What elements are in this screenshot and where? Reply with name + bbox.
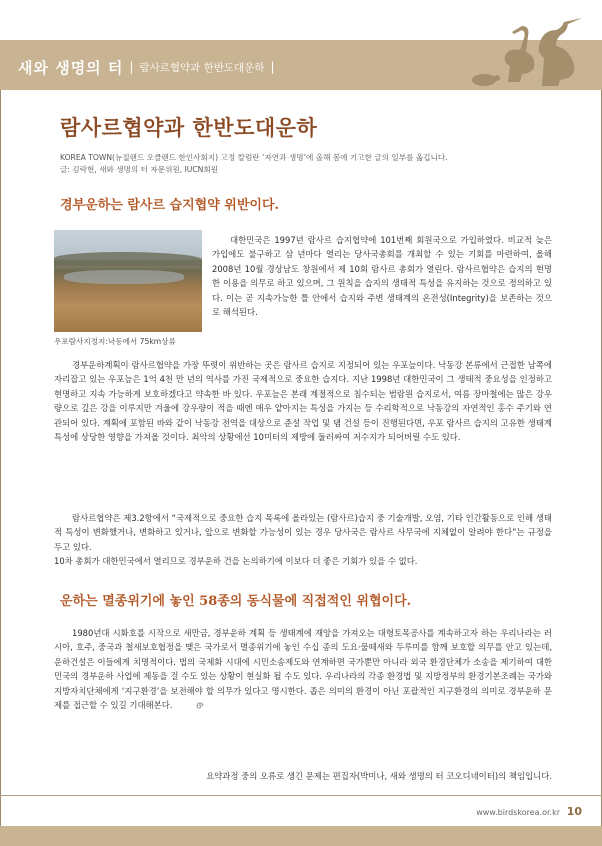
footer-band (0, 826, 602, 846)
paragraph-1: 경부운하계획이 람사르협약을 가장 뚜렷이 위반하는 곳은 람사르 습지로 지정되어 있는 우포늪이다. 낙동강 본류에서 근접한 남쪽에 자리잡고 있는 우포늪은 1억 4천 만 년의 역사를 가진 국제적으로 중요한 습지다. 지난 1998년 대한민국이 그 생태적 중요성을 인정하고 현명하고 지속 가능하게 보호하겠다고 약속한 바 있다. 우포늪은 본래 계절적으로 침수되는 범람원 습지로서, 여름 장마철에는 많은 강우량으로 깊은 강을 이루지만 겨울에 강우량이 적을 때엔 매우 얕아지는 특성을 가지는 등 수리학적으로 낙동강의 자연적인 홍수 주기와 연관되어 있다. 계획에 포함된 바와 같이 낙동강 전역을 대상으로 준설 작업 및 댐 건설 등이 진행된다면, 우포 람사르 습지의 고유한 생태계 특성에 상당한 영향을 가져올 것이다. 최악의 상황에선 10미터의 제방에 둘러싸여 저수지가 되어버릴 수도 있다. (54, 360, 552, 443)
wetland-photo (54, 230, 202, 332)
photo-caption: 우포람사지정지:낙동에서 75km상류 (54, 337, 176, 346)
footer-url[interactable]: www.birdskorea.or.kr (476, 808, 560, 817)
birds-icon (464, 8, 584, 88)
paragraph-side: 대한민국은 1997년 람사르 습지협약에 101번째 회원국으로 가입하였다. 비교적 늦은 가입에도 불구하고 삼 년마다 열리는 당사국총회를 개최할 수 있는 기회를 마련하여, 올해 2008년 10월 경상남도 창원에서 제 10회 람사르 총회가 열린다. 람사르협약은 습지의 현명한 이용을 의무로 하고 있으며, 그 원칙을 습지의 생태적 특성을 유지하는 것으로 정의하고 있다. 이는 곧 지속가능한 틀 안에서 습지와 주변 생태계의 온전성(Integrity)을 보존하는 것으로 해석된다. (212, 235, 552, 318)
series-separator: | (129, 60, 134, 74)
series-banner (18, 52, 281, 82)
spiral-end-icon (176, 701, 188, 711)
page-number: 10 (566, 805, 582, 818)
series-separator-end: | (270, 60, 275, 74)
footer-divider (0, 795, 602, 796)
paragraph-2b: 10차 총회가 대한민국에서 열리므로 경부운하 건을 논의하기에 이보다 더 좋은 기회가 있을 수 없다. (54, 556, 418, 567)
paragraph-3-text: 1980년대 시화호를 시작으로 새만금, 경부운하 계획 등 생태계에 재앙을 가져오는 대형토목공사를 계속하고자 하는 우리나라는 러시아, 호주, 중국과 철새보호협정을 맺은 국가로서 멸종위기에 놓인 수십 종의 도요·물떼새와 두루미를 함께 보호할 의무를 안고 있는데, 운하건설은 이들에게 치명적이다. 법의 국제화 시대에 시민소송제도와 연계하면 국가뿐만 아니라 외국 환경단체가 소송을 제기하여 대한민국의 경부운하 사업에 제동을 걸 수도 있는 상황이 현실화 될 수도 있다. 우리나라의 각종 환경법 및 지방정부의 환경기본조례는 국가와 지방자치단체에게 ‘지구환경’을 보전해야 할 의무가 있다고 명시한다. 좁은 의미의 환경이 아닌 포괄적인 지구환경의 의미로 경부운하 문제를 접근할 수 있길 기대해본다. (54, 628, 552, 711)
article-source (60, 152, 560, 176)
header (0, 0, 602, 90)
section-title-2: 운하는 멸종위기에 놓인 58종의 동식물에 직접적인 위협이다. (60, 594, 412, 609)
series-subtitle: 람사르협약과 한반도대운하 (139, 61, 265, 74)
article-title: 람사르협약과 한반도대운하 (60, 115, 318, 140)
paragraph-2a: 람사르협약은 제3.2항에서 “국제적으로 중요한 습지 목록에 올라있는 (람사르)습지 중 기술개발, 오염, 기타 인간활동으로 인해 생태적 특성이 변화했거나, 변화하고 있거나, 앞으로 변화할 가능성이 있는 경우 당사국은 람사르 사무국에 지체없이 알려야 한다”는 규정을 두고 있다. (54, 513, 552, 552)
source-line: KOREA TOWN(뉴질랜드 오클랜드 한인사회지) 고정 칼럼란 ‘자연과 생명’에 올해 봄에 기고한 글의 일부를 옮깁니다. (60, 153, 448, 162)
series-title: 새와 생명의 터 (18, 58, 124, 77)
paragraph-2 (54, 511, 552, 569)
paragraph-3 (54, 626, 552, 712)
author-line: 글: 김락현, 새와 생명의 터 자문위원, IUCN회원 (60, 165, 219, 174)
editor-note: 요약과정 중의 오류로 생긴 문제는 편집자(박미나, 새와 생명의 터 코오디네이터)의 책임입니다. (206, 771, 552, 781)
section-title-1: 경부운하는 람사르 습지협약 위반이다. (60, 198, 280, 213)
